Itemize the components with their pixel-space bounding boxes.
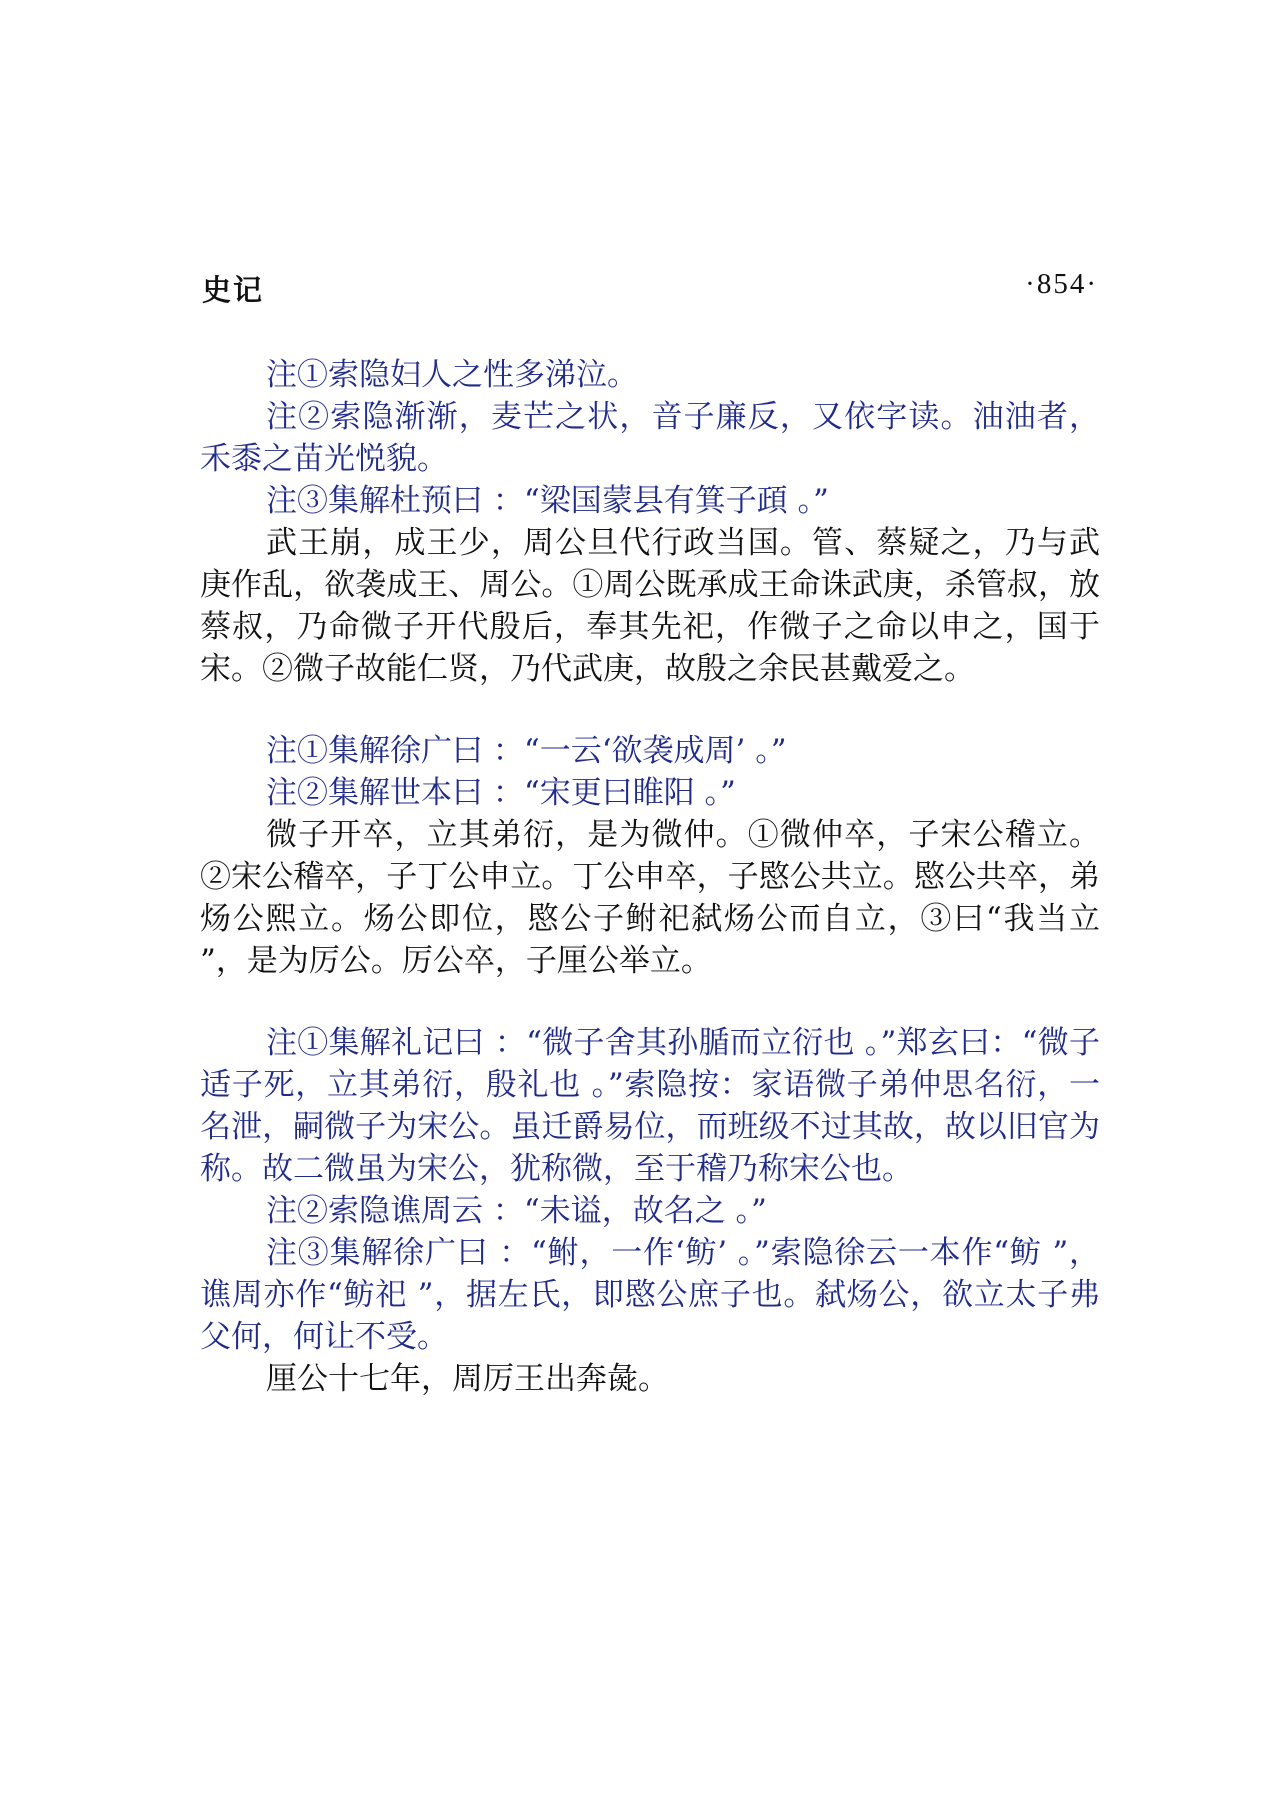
page-header <box>202 268 1098 318</box>
paragraph-gap <box>200 982 1100 1022</box>
note-paragraph: 注③集解杜预曰 ：“梁国蒙县有箕子頙 。” <box>266 483 829 519</box>
page-body <box>200 354 1100 1400</box>
paragraph-gap <box>200 690 1100 730</box>
main-text-paragraph: 武王崩，成王少，周公旦代行政当国。管、蔡疑之，乃与武庚作乱，欲袭成王、周公。①周公既承成王命诛武庚，杀管叔，放蔡叔，乃命微子开代殷后，奉其先祀，作微子之命以申之，国于宋。②微子故能仁贤，乃代武庚，故殷之余民甚戴爱之。 <box>200 525 1100 687</box>
note-paragraph: 注①集解徐广曰 ：“一云‘欲袭成周’ 。” <box>266 733 787 769</box>
page-number: ·854· <box>1025 268 1098 300</box>
main-text-paragraph: 微子开卒，立其弟衍，是为微仲。①微仲卒，子宋公稽立。②宋公稽卒，子丁公申立。丁公申卒，子愍公共立。愍公共卒，弟炀公熙立。炀公即位，愍公子鲋祀弑炀公而自立，③曰“我当立 ”，是为厉公。厉公卒，子厘公举立。 <box>200 817 1100 979</box>
book-title: 史记 <box>202 273 265 307</box>
note-paragraph: 注②集解世本曰 ：“宋更曰睢阳 。” <box>266 775 736 811</box>
note-paragraph: 注③集解徐广曰 ：“鲋，一作‘鲂’ 。”索隐徐云一本作“鲂 ”，谯周亦作“鲂祀 ”，据左氏，即愍公庶子也。弑炀公，欲立太子弗父何，何让不受。 <box>200 1235 1100 1355</box>
note-paragraph: 注①集解礼记曰 ：“微子舍其孙腯而立衍也 。”郑玄曰：“微子适子死，立其弟衍，殷礼也 。”索隐按：家语微子弟仲思名衍，一名泄，嗣微子为宋公。虽迁爵易位，而班级不过其故，故以旧官为称。故二微虽为宋公，犹称微，至于稽乃称宋公也。 <box>200 1025 1100 1187</box>
note-paragraph: 注②索隐谯周云 ：“未谥，故名之 。” <box>266 1193 767 1229</box>
note-paragraph: 注①索隐妇人之性多涕泣。 <box>266 357 638 393</box>
note-paragraph: 注②索隐渐渐，麦芒之状，音子廉反，又依字读。油油者，禾黍之苗光悦貌。 <box>200 399 1100 477</box>
main-text-paragraph: 厘公十七年，周厉王出奔彘。 <box>266 1361 669 1397</box>
